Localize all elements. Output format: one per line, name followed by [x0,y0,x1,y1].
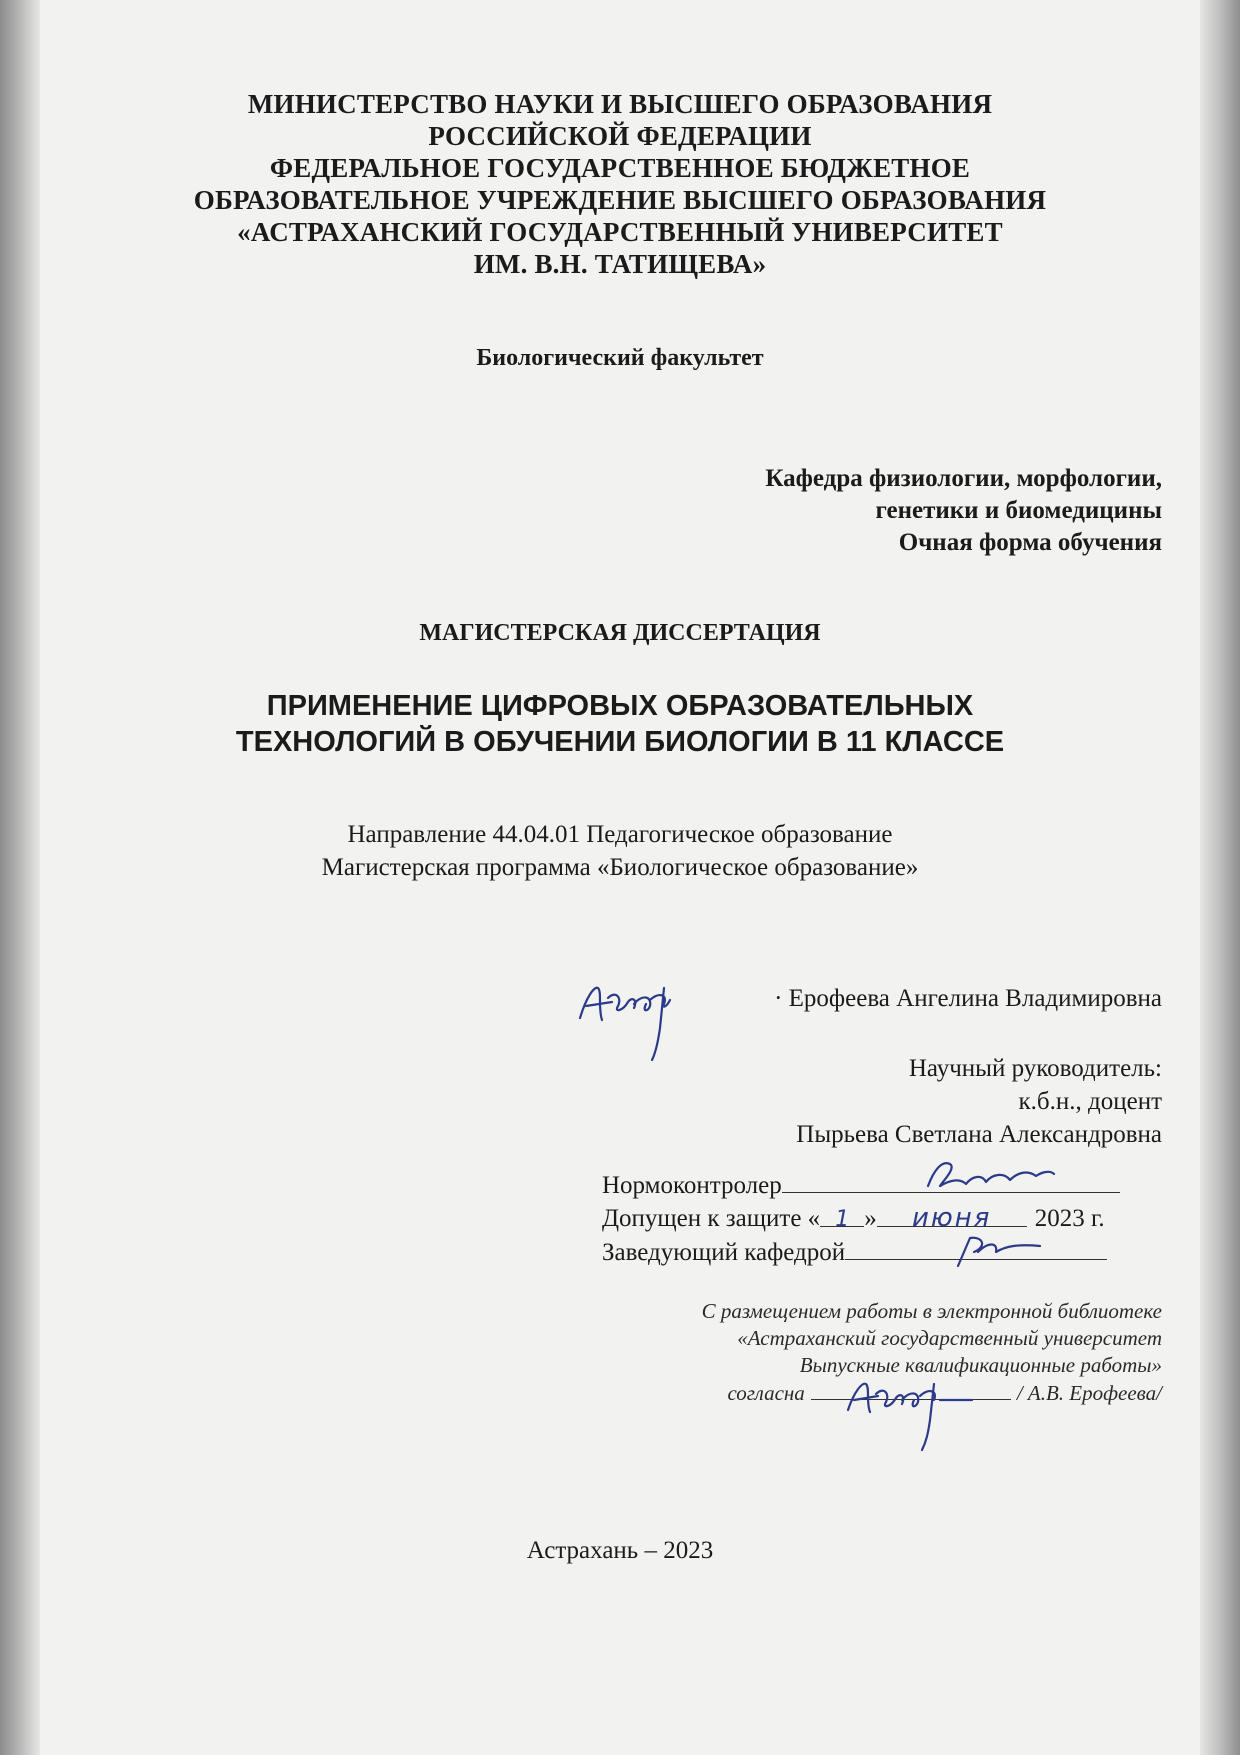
admitted-label: Допущен к защите « [602,1205,821,1232]
header-line: ИМ. В.Н. ТАТИЩЕВА» [473,249,767,279]
thesis-title [40,688,1200,760]
title-line: ПРИМЕНЕНИЕ ЦИФРОВЫХ ОБРАЗОВАТЕЛЬНЫХ [266,690,974,722]
ministry-header [40,88,1200,280]
consent-line: Выпускные квалификационные работы» [799,1353,1162,1377]
department-line: генетики и биомедицины [875,497,1162,524]
consent-signature-line [811,1379,1011,1400]
consent-agree-row [702,1379,1162,1407]
supervisor-degree: к.б.н., доцент [1018,1088,1162,1115]
head-of-department-label: Заведующий кафедрой [602,1239,846,1266]
consent-block [702,1298,1162,1407]
department-block [40,463,1162,559]
city-year: Астрахань – 2023 [526,1537,714,1564]
author-marker: · [774,985,783,1012]
header-line: «АСТРАХАНСКИЙ ГОСУДАРСТВЕННЫЙ УНИВЕРСИТЕТ [237,217,1003,247]
admitted-day-field [820,1202,864,1232]
admitted-quote-close: » [864,1205,877,1232]
program-line: Магистерская программа «Биологическое образование» [321,854,919,881]
study-form: Очная форма обучения [898,529,1162,556]
head-signature-line [845,1235,1107,1260]
supervisor-label: Научный руководитель: [908,1055,1162,1082]
direction-line: Направление 44.04.01 Педагогическое образование [347,821,893,848]
admission-row [602,1202,1164,1235]
study-direction [40,818,1200,884]
consent-line: «Астраханский государственный университет [737,1326,1162,1350]
admitted-month-field [877,1202,1027,1233]
faculty-name: Биологический факультет [476,345,764,371]
header-line: ФЕДЕРАЛЬНОЕ ГОСУДАРСТВЕННОЕ БЮДЖЕТНОЕ [269,153,971,183]
supervisor-block [796,1052,1162,1151]
admitted-month: июня [911,1203,992,1233]
author-name: Ерофеева Ангелина Владимировна [788,985,1162,1012]
author-signature [572,968,702,1068]
header-line: ОБРАЗОВАТЕЛЬНОЕ УЧРЕЖДЕНИЕ ВЫСШЕГО ОБРАЗОВАНИЯ [193,185,1047,215]
admitted-year: 2023 г. [1034,1205,1105,1232]
admitted-day: 1 [835,1207,850,1232]
department-line: Кафедра физиологии, морфологии, [765,465,1162,492]
document-type: МАГИСТЕРСКАЯ ДИССЕРТАЦИЯ [419,620,821,646]
supervisor-name: Пырьева Светлана Александровна [796,1121,1162,1148]
normcontrol-row [602,1168,1164,1202]
normcontrol-label: Нормоконтролер [602,1172,782,1199]
title-line: ТЕХНОЛОГИЙ В ОБУЧЕНИИ БИОЛОГИИ В 11 КЛАССЕ [235,726,1005,758]
consent-line: С размещением работы в электронной библиотеке [701,1299,1162,1323]
head-row [602,1235,1164,1269]
title-page [40,0,1200,1755]
author-row [774,985,1162,1013]
consent-signer: / А.В. Ерофеева/ [1016,1381,1162,1405]
header-line: МИНИСТЕРСТВО НАУКИ И ВЫСШЕГО ОБРАЗОВАНИЯ [247,89,993,119]
header-line: РОССИЙСКОЙ ФЕДЕРАЦИИ [428,121,812,151]
signoff-block [602,1168,1164,1269]
consent-agree-label: согласна [727,1381,805,1405]
normcontrol-signature-line [782,1168,1120,1193]
